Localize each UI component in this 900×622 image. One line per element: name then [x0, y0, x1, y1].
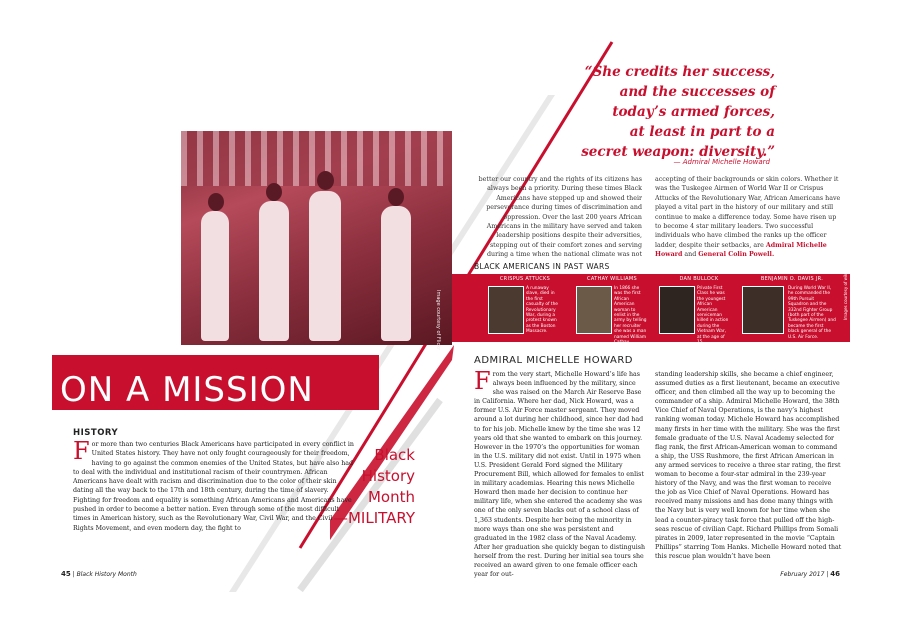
portrait-image [488, 286, 524, 334]
war-name: BENJAMIN O. DAVIS JR. [760, 276, 824, 282]
photo-person [201, 211, 229, 341]
admiral-text: rom the very start, Michelle Howard’s life has always been influenced by the military, since she was raised on the March Air Reserve Base in California. Where her dad, Nick Howard, was a former U.S. Air Force master sergeant. They moved around a lot during her childhood, since her dad had to for his job. Michelle knew by the time she was 12 years old that she wanted to embark on this journey. However in the 1970’s the opportunities for woman in the U.S. military did not exist. Until in 1975 when U.S. President Gerald Ford signed the Military Procurement Bill, which allowed for females to enlist in military academias. Hearing this news Michelle Howard then made her decision to continue her military life, when she entered the academy she was one of the only seven blacks out of a school class of 1,363 students. Despite her being the minority in more ways than one she was persistent and graduated in the 1982 class of the Naval Academy. After her graduation she quickly began to distinguish herself from the rest. During her initial sea tours she received an award given to one female officer each year for out- [474, 371, 646, 579]
pull-quote [545, 62, 775, 162]
war-text: A runaway slave, died in the first casualty of the Revolutionary War, during a protest known as the Boston Massacre. [526, 286, 558, 335]
quote-line: “She credits her success, [584, 64, 775, 80]
side-title-line: Black [374, 446, 415, 464]
war-card [570, 274, 654, 346]
photo-credit: Image courtesy of Flickr [435, 290, 441, 351]
war-text: During World War II, he commanded the 99th Pursuit Squadron and the 332nd Fighter Group (both part of the Tuskegee Airmen) and became the first black general of the U.S. Air Force. [788, 286, 836, 340]
portrait-image [659, 286, 695, 334]
history-dropcap: F [73, 437, 90, 465]
intro-and: and [684, 251, 697, 259]
name-highlight-powell: General Colin Powell. [698, 251, 775, 259]
war-card [484, 274, 566, 342]
quote-line: and the successes of [619, 84, 775, 100]
page-number-right: 46 [830, 570, 840, 578]
war-text: In 1866 she was the first African American woman to enlist in the army by telling her recruiter she was a man named William Cathay. [614, 286, 647, 346]
photo-head [317, 171, 334, 190]
photo-person [381, 206, 411, 341]
side-title-line: History [361, 467, 415, 485]
portrait-image [576, 286, 612, 334]
war-card [742, 274, 842, 342]
history-heading: HISTORY [73, 428, 119, 438]
photo-person [309, 191, 341, 341]
photo-person [259, 201, 289, 341]
war-text: Private First Class he was the youngest African American serviceman killed in action during the Vietnam War, at the age of 15. [697, 286, 729, 346]
portrait-image [742, 286, 784, 334]
wars-strip [452, 274, 850, 346]
footer-right: February 2017 | 46 [780, 570, 840, 578]
war-name: CATHAY WILLIAMS [587, 276, 637, 282]
quote-line: today’s armed forces, [612, 104, 775, 120]
page-number-left: 45 [61, 570, 71, 578]
photo-head [388, 188, 404, 206]
footer-left: 45 | Black History Month [61, 570, 137, 578]
admiral-column-right: standing leadership skills, she became a chief engineer, assumed duties as a first lieutenant, became an executive officer, and then climbed all the way up to becoming the commander of a ship. Admiral Michelle Howard, the 38th Vice Chief of Naval Operations, is the navy’s highest ranking woman today. Michele Howard has accomplished many firsts in her time with the military. She was the first female graduate of the U.S. Naval Academy selected for flag rank, the first African-American woman to command a ship, the USS Rushmore, the first African American in any armed services to receive a three star rating, the first woman to become a four-star admiral in the 239-year history of the Navy, and was the first woman to receive the job as Vice Chief of Naval Operations. Howard has received many missions and has done many things with the Navy but is very well known for her time when she lead a counter-piracy task force that pulled off the high-seas rescue of civilian Capt. Richard Phillips from Somali pirates in 2009, later represented in the movie “Captain Phillips” starring Tom Hanks. Michelle Howard noted that this rescue plan wouldn’t have been [655, 371, 842, 560]
admiral-heading: ADMIRAL MICHELLE HOWARD [474, 355, 634, 366]
side-title-line: —MILITARY [332, 509, 415, 527]
admiral-column-left [474, 367, 646, 579]
history-text: or more than two centuries Black Americans have participated in every conflict in United States history. They have not only fought courageously for their freedom, having to go against the common enemies of the United States, but have also had to deal with the individual and institutional racism of their countrymen. African Americans have dealt with racism and discrimination due to the color of their skin dating all the way back to the 17th and 18th century, during the time of slavery. Fighting for freedom and equality is something African Americans and Americans have pushed in order to become a better nation. Even through some of the most difficult times in American history, such as the Revolutionary War, Civil War, and the Civil Rights Movement, and even modern day, the fight to [73, 441, 354, 532]
war-name: DAN BULLOCK [679, 276, 719, 282]
photo-head [208, 193, 224, 211]
history-body [73, 437, 354, 533]
war-name: CRISPUS ATTUCKS [499, 276, 551, 282]
quote-line: secret weapon: diversity.” [581, 144, 775, 160]
wars-heading: BLACK AMERICANS IN PAST WARS [474, 262, 610, 271]
wars-image-credit: Images courtesy of wikipedia [843, 261, 848, 320]
intro-text: accepting of their backgrounds or skin colors. Whether it was the Tuskegee Airmen of World War II or Crispus Attucks of the Revolutionary War, African Americans have played a vital part in the history of our military and still continue to make a difference today. Some have risen up to become 4 star military leaders. Two successful individuals who have climbed the ranks up the officer ladder, despite their setbacks, are [655, 176, 841, 249]
sailors-photo [181, 131, 452, 345]
footer-left-label: Black History Month [76, 571, 137, 578]
side-title [330, 445, 415, 529]
admiral-dropcap: F [474, 367, 491, 395]
quote-line: at least in part to a [629, 124, 775, 140]
photo-head [266, 183, 282, 201]
intro-column-left: better our country and the rights of its citizens has always been a priority. During these times Black Americans have stepped up and showed their perseverance during times of discrimination and oppression. Over the last 200 years African Americans in the military have served and taken leadership positions despite their adversities, stepping out of their comfort zones and serving during a time when the national climate was not [478, 176, 642, 259]
quote-attribution: — Admiral Michelle Howard [673, 158, 770, 166]
war-card [657, 274, 741, 346]
page-title: ON A MISSION [60, 370, 314, 410]
intro-column-right [655, 175, 842, 260]
name-highlight-howard: Admiral Michelle Howard [655, 241, 827, 259]
side-title-line: Month [367, 488, 415, 506]
footer-right-label: February 2017 [780, 571, 825, 578]
